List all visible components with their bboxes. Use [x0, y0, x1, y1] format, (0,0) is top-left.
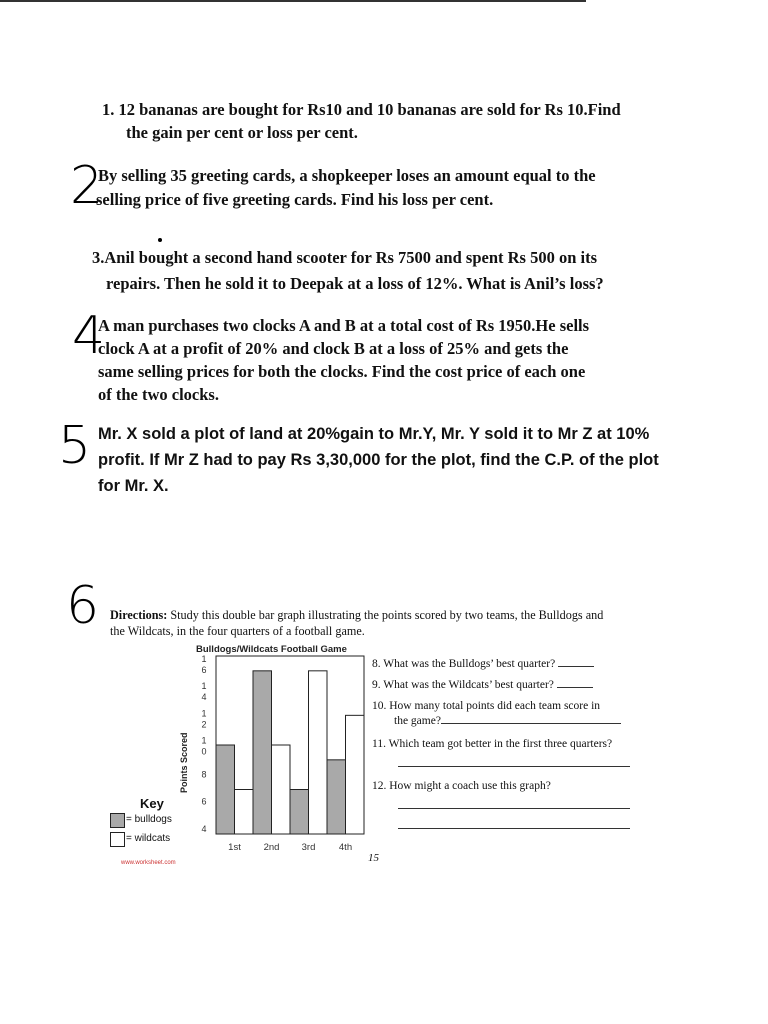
- directions-line-2: the Wildcats, in the four quarters of a football game.: [110, 624, 365, 638]
- chart-x-ticks: [228, 842, 352, 853]
- directions-text: [110, 607, 640, 639]
- bar-bulldogs-4th: [327, 760, 346, 834]
- problem-4-line-3: same selling prices for both the clocks. Find the cost price of each one: [98, 362, 586, 381]
- question-8-text: 8. What was the Bulldogs’ best quarter?: [372, 658, 556, 670]
- y-tick-label-10: 1 0: [201, 735, 207, 757]
- y-tick-label-6: 6: [201, 796, 207, 807]
- answer-line-9[interactable]: [557, 687, 593, 688]
- question-11-answer: [372, 757, 642, 779]
- bar-wildcats-3rd: [309, 671, 328, 834]
- problem-5-line-2: profit. If Mr Z had to pay Rs 3,30,000 for the plot, find the C.P. of the plot: [98, 451, 659, 469]
- problem-2-number: 2: [70, 156, 104, 216]
- question-12-text: 12. How might a coach use this graph?: [372, 780, 551, 792]
- top-rule: [0, 0, 586, 2]
- question-list: [372, 657, 642, 839]
- bar-wildcats-1st: [235, 790, 254, 835]
- page-number: 15: [368, 852, 379, 864]
- y-tick-label-16: 1 6: [201, 654, 207, 675]
- bar-bulldogs-1st: [216, 745, 235, 834]
- problem-1-line-1: 1. 12 bananas are bought for Rs10 and 10 bananas are sold for Rs 10.Find: [102, 100, 621, 119]
- question-12: [372, 779, 642, 799]
- double-bar-chart: [100, 638, 375, 858]
- problem-4-line-1: A man purchases two clocks A and B at a total cost of Rs 1950.He sells: [98, 316, 590, 335]
- problem-4-line-4: of the two clocks.: [98, 385, 219, 404]
- problem-4-number: 4: [72, 306, 106, 366]
- chart-y-axis-label: Points Scored: [179, 732, 189, 793]
- question-11-text: 11. Which team got better in the first three quarters?: [372, 738, 613, 750]
- x-tick-label-3rd: 3rd: [301, 842, 316, 853]
- question-11: [372, 737, 642, 757]
- question-9: [372, 678, 642, 699]
- question-10-text-line-1: 10. How many total points did each team score in: [372, 700, 601, 712]
- y-tick-label-8: 8: [201, 769, 207, 780]
- worksheet-logo: www.worksheet.com: [121, 860, 176, 866]
- x-tick-label-1st: 1st: [228, 842, 241, 853]
- answer-line-11[interactable]: [398, 766, 630, 767]
- problem-5-line-3: for Mr. X.: [98, 477, 169, 495]
- problem-4-line-2: clock A at a profit of 20% and clock B at a loss of 25% and gets the: [98, 339, 569, 358]
- question-8: [372, 657, 642, 678]
- question-10: [372, 699, 642, 714]
- stray-dot: [158, 238, 162, 242]
- y-tick-label-14: 1 4: [201, 681, 207, 703]
- problem-6-number: 6: [66, 576, 100, 636]
- key-wildcats-label: = wildcats: [126, 833, 171, 844]
- answer-line-12a[interactable]: [398, 808, 630, 809]
- bar-wildcats-4th: [346, 715, 365, 834]
- directions-label: Directions:: [110, 608, 168, 622]
- question-12-answer-1: [372, 799, 642, 819]
- problem-5-number: 5: [58, 416, 92, 476]
- chart-bars: [216, 671, 364, 834]
- x-tick-label-2nd: 2nd: [263, 842, 280, 853]
- answer-line-10[interactable]: [441, 723, 621, 724]
- directions-line-1: Study this double bar graph illustrating the points scored by two teams, the Bulldogs and: [167, 608, 604, 622]
- x-tick-label-4th: 4th: [338, 842, 353, 853]
- key-wildcats-swatch: [110, 832, 125, 847]
- problem-3-line-2: repairs. Then he sold it to Deepak at a loss of 12%. What is Anil’s loss?: [106, 274, 604, 293]
- answer-line-8[interactable]: [558, 666, 594, 667]
- answer-line-12b[interactable]: [398, 828, 630, 829]
- bar-bulldogs-3rd: [290, 790, 309, 835]
- problem-3-line-1: 3.Anil bought a second hand scooter for Rs 7500 and spent Rs 500 on its: [92, 248, 598, 267]
- y-tick-label-4: 4: [201, 823, 207, 834]
- question-10-cont: [372, 714, 642, 737]
- bar-bulldogs-2nd: [253, 671, 272, 834]
- chart-title: Bulldogs/Wildcats Football Game: [196, 644, 347, 655]
- y-tick-label-12: 1 2: [201, 708, 207, 730]
- problem-1-line-2: the gain per cent or loss per cent.: [126, 123, 358, 142]
- question-9-text: 9. What was the Wildcats’ best quarter?: [372, 679, 554, 691]
- question-12-answer-2: [372, 819, 642, 839]
- chart-y-ticks: [201, 654, 206, 834]
- key-title: Key: [140, 796, 164, 811]
- problem-2-line-1: By selling 35 greeting cards, a shopkeeper loses an amount equal to the: [98, 166, 596, 185]
- key-bulldogs-swatch: [110, 813, 125, 828]
- key-bulldogs-label: = bulldogs: [126, 814, 172, 825]
- problem-5-line-1: Mr. X sold a plot of land at 20%gain to Mr.Y, Mr. Y sold it to Mr Z at 10%: [98, 425, 650, 443]
- bar-wildcats-2nd: [272, 745, 291, 834]
- question-10-text-line-2: the game?: [394, 715, 441, 727]
- problem-2-line-2: selling price of five greeting cards. Find his loss per cent.: [96, 190, 494, 209]
